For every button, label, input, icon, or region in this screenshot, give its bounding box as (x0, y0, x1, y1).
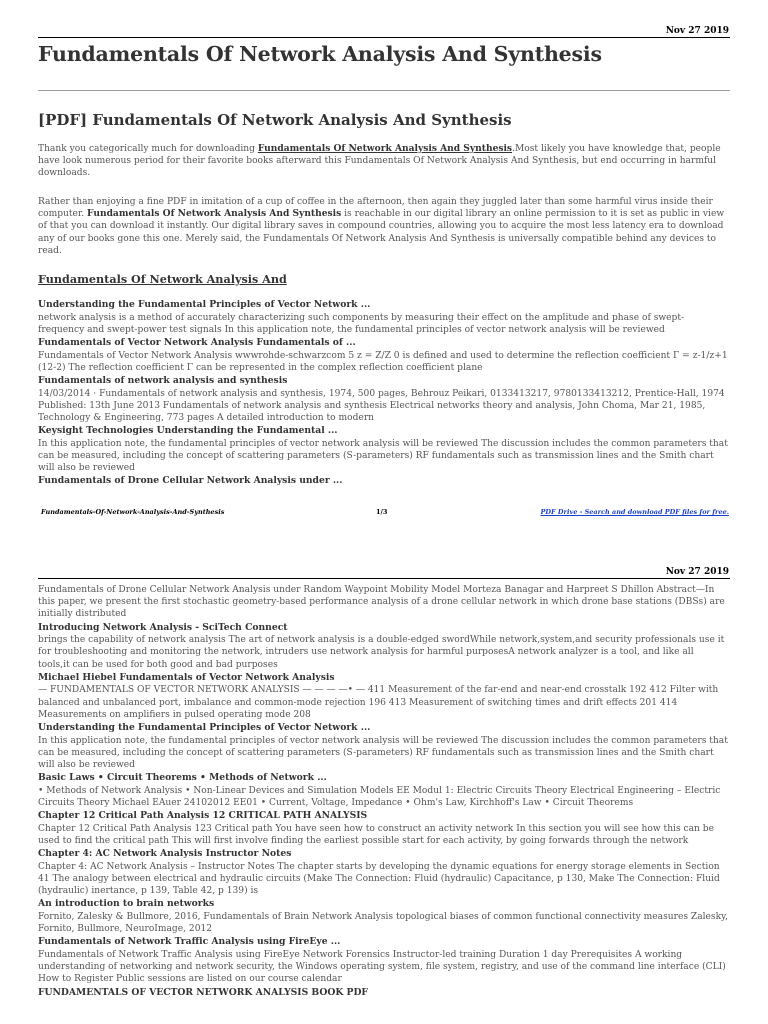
entry-body: • Methods of Network Analysis • Non-Linear Devices and Simulation Models EE Modul 1: Electric Circuits Theory Electrical Engineering – Electric Circuits Theory Michael EAuer 24102012 EE01 • Current, Voltage, Impedance • Ohm's Law, Kirchhoff's Law • Circuit Theorems (38, 785, 721, 809)
footer-page-number: 1/3 (376, 508, 388, 516)
list-item (38, 898, 728, 935)
list-item (38, 375, 728, 424)
pdf-drive-link[interactable]: PDF Drive - Search and download PDF files for free. (540, 508, 729, 516)
pdf-title: [PDF] Fundamentals Of Network Analysis And Synthesis (38, 111, 512, 129)
intro-text: Thank you categorically much for downloading (38, 144, 258, 154)
entry-title: Fundamentals of Network Traffic Analysis using FireEye ... (38, 936, 341, 948)
header-rule (38, 37, 730, 38)
list-item (38, 299, 728, 336)
intro-paragraph-2 (38, 196, 728, 257)
entry-body: network analysis is a method of accurately characterizing such components by measuring their effect on the amplitude and phase of swept-frequency and swept-power test signals In this application note, the fundamental principles of vector network analysis will be reviewed (38, 312, 685, 335)
list-item (38, 772, 728, 809)
list-item (38, 936, 728, 985)
title-divider (38, 90, 730, 91)
entry-body: In this application note, the fundamental principles of vector network analysis will be reviewed The discussion includes the common parameters that can be measured, including the concept of scattering parameters (S-parameters) RF fundamentals such as transmission lines and the Smith chart will also be reviewed (38, 438, 728, 474)
section-title: Fundamentals Of Network Analysis And (38, 272, 287, 286)
list-item (38, 584, 728, 621)
entry-title: Fundamentals of Drone Cellular Network Analysis under ... (38, 475, 343, 487)
list-item (38, 425, 728, 474)
list-item (38, 848, 728, 897)
list-item (38, 337, 728, 374)
page-title: Fundamentals Of Network Analysis And Synthesis (38, 42, 602, 66)
entry-body: Chapter 4: AC Network Analysis – Instructor Notes The chapter starts by developing the dynamic equations for energy storage elements in Section 41 The analogy between electrical and hydraulic circuits (Make The Connection: Fluid (hydraulic) Capacitance, p 130, Make The Connection: Fluid (hydraulic) inertance, p 139, Table 42, p 139) is (38, 861, 720, 897)
page2-date: Nov 27 2019 (665, 567, 729, 577)
entry-title: Understanding the Fundamental Principles of Vector Network ... (38, 722, 371, 734)
entry-title: Fundamentals of Vector Network Analysis Fundamentals of ... (38, 337, 356, 348)
entry-title: Keysight Technologies Understanding the Fundamental ... (38, 425, 338, 437)
entry-title: Understanding the Fundamental Principles of Vector Network ... (38, 299, 371, 310)
entry-body: Fundamentals of Network Traffic Analysis using FireEye Network Forensics Instructor-led training Duration 1 day Prerequisites A working understanding of networking and network security, the Windows operating system, file system, registry, and use of the command line interface (CLI) How to Register Public sessions are listed on our course calendar (38, 950, 726, 985)
list-item (38, 810, 728, 847)
page2-entries (38, 584, 728, 999)
intro-paragraph-1 (38, 143, 728, 180)
entry-body: — FUNDAMENTALS OF VECTOR NETWORK ANALYSIS — — — —• — 411 Measurement of the far-end and near-end crosstalk 192 412 Filter with balanced and unbalanced port, imbalance and common-mode rejection 196 413 Measurement of switching times and drift effects 201 414 Measurements on amplifiers in pulsed operating mode 208 (38, 685, 719, 720)
entry-title: Basic Laws • Circuit Theorems • Methods of Network ... (38, 772, 327, 784)
entry-title: FUNDAMENTALS OF VECTOR NETWORK ANALYSIS BOOK PDF (38, 986, 368, 998)
list-item (38, 672, 728, 721)
entry-title: Chapter 4: AC Network Analysis Instructor Notes (38, 848, 292, 860)
entry-body: In this application note, the fundamental principles of vector network analysis will be reviewed The discussion includes the common parameters that can be measured, including the concept of scattering parameters (S-parameters) RF fundamentals such as transmission lines and the Smith chart will also be reviewed (38, 735, 728, 771)
entry-body: 14/03/2014 · Fundamentals of network analysis and synthesis, 1974, 500 pages, Behrouz Peikari, 0133413217, 9780133413212, Prentice-Hall, 1974 Published: 13th June 2013 Fundamentals of network analysis and synthesis Electrical networks theory and analysis, John Choma, Mar 21, 1985, Technology & Engineering, 773 pages A detailed introduction to modern (38, 388, 725, 423)
header-date: Nov 27 2019 (665, 26, 729, 36)
footer-filename: Fundamentals-Of-Network-Analysis-And-Synthesis (41, 508, 225, 516)
entry-body: Chapter 12 Critical Path Analysis 123 Critical path You have seen how to construct an activity network In this section you will see how this can be used to find the critical path This will first involve finding the earliest possible start for each activity, by going forwards through the network (38, 823, 714, 847)
entry-title: Michael Hiebel Fundamentals of Vector Network Analysis (38, 671, 335, 683)
list-item (38, 722, 728, 771)
page1-entries (38, 299, 728, 488)
list-item (38, 622, 728, 671)
entry-body: Fornito, Zalesky & Bullmore, 2016, Fundamentals of Brain Network Analysis topological biases of common functional connectivity measures Zalesky, Fornito, Bullmore, NeuroImage, 2012 (38, 912, 728, 935)
entry-body: Fundamentals of Vector Network Analysis wwwrohde-schwarzcom 5 z = Z/Z 0 is defined and used to determine the reflection coefficient Γ = z-1/z+1 (12-2) The reflection coefficient Γ can be represented in the complex reflection coefficient plane (38, 350, 728, 373)
page2-rule (38, 578, 730, 579)
list-item (38, 987, 728, 1000)
entry-body: brings the capability of network analysis The art of network analysis is a double-edged swordWhile network,system,and security professionals use it for troubleshooting and monitoring the network, intruders use network analysis for harmful purposesA network analyzer is a tool, and like all tools,it can be used for both good and bad purposes (38, 635, 725, 670)
entry-title: Chapter 12 Critical Path Analysis 12 CRITICAL PATH ANALYSIS (38, 810, 368, 822)
entry-title: Introducing Network Analysis - SciTech Connect (38, 621, 288, 633)
entry-title: An introduction to brain networks (38, 898, 215, 910)
title-link[interactable]: Fundamentals Of Network Analysis And Synthesis (257, 143, 513, 154)
entry-body: Fundamentals of Drone Cellular Network Analysis under Random Waypoint Mobility Model Morteza Banagar and Harpreet S Dhillon Abstract—In this paper, we present the first stochastic geometry-based performance analysis of a drone cellular network in which drone base stations (DBSs) are initially distributed (38, 585, 725, 620)
intro-text: Rather than enjoying a fine PDF in imitation of a cup of coffee in the afternoon, then again they juggled later than some harmful virus inside their computer. (38, 197, 713, 220)
entry-title: Fundamentals of network analysis and synthesis (38, 375, 288, 386)
bold-title: Fundamentals Of Network Analysis And Synthesis (87, 208, 342, 220)
intro-text: is reachable in our digital library an online permission to it is set as public in view of that you can download it instantly. Our digital library saves in compound countries, allowing you to acquire the most less latency era to download any of our books gone this one. Merely said, the Fundamentals Of Network Analysis And Synthesis is universally compatible behind any devices to read. (38, 209, 725, 256)
intro-text: .Most likely you have knowledge that, people have look numerous period for their favorite books afterward this Fundamentals Of Network Analysis And Synthesis, but end occurring in harmful downloads. (38, 144, 721, 179)
list-item (38, 475, 728, 488)
